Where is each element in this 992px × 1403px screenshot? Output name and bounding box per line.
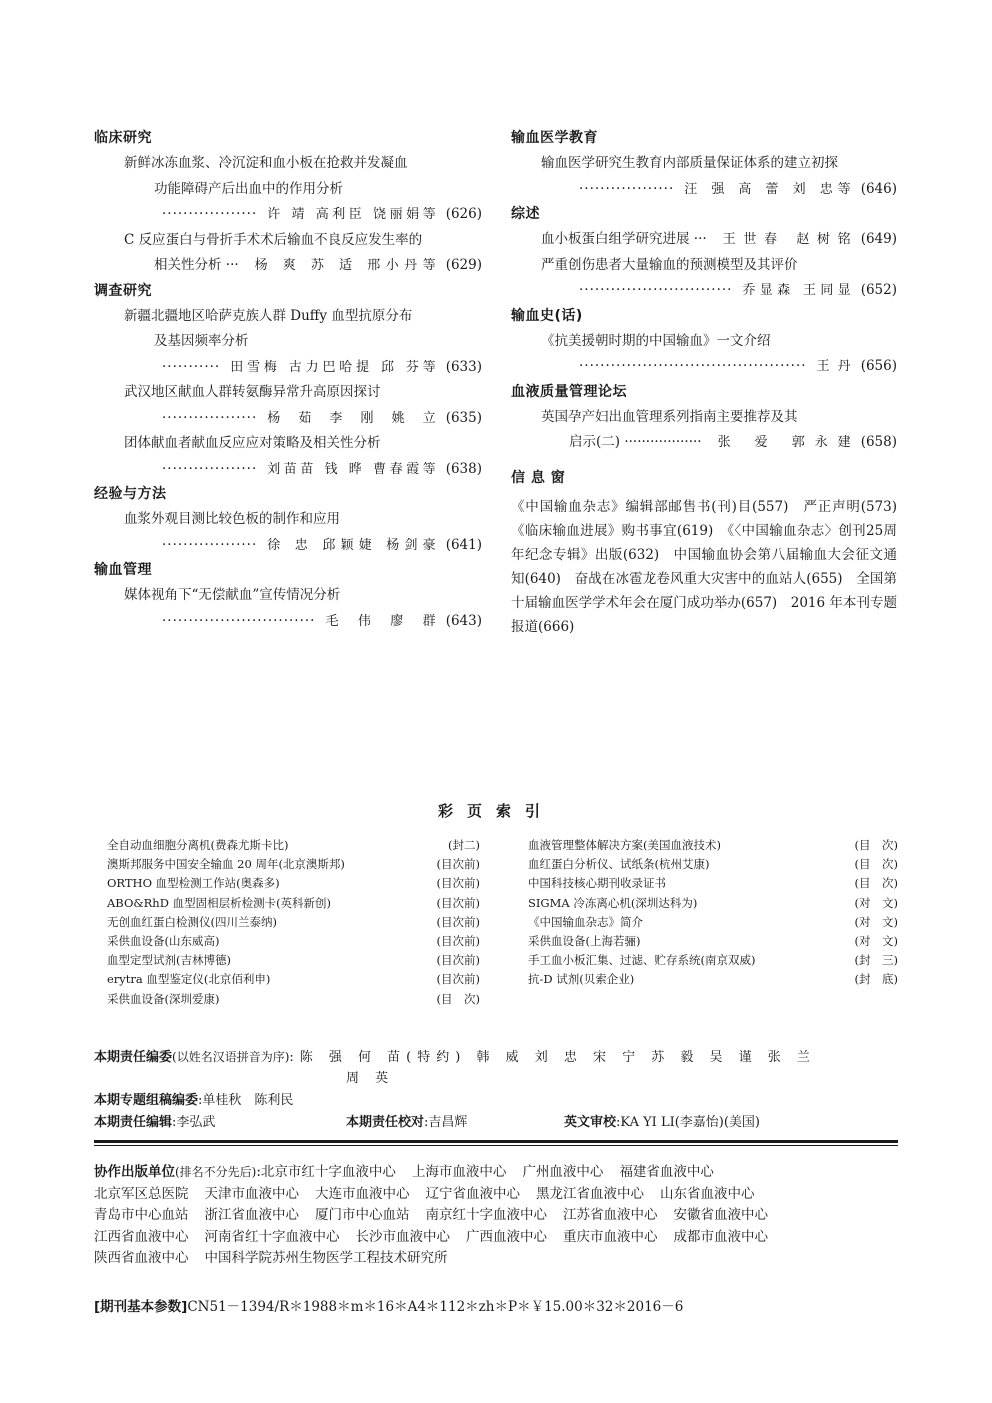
article-authors: 刘苗苗 钱 晔 曹春霞等 [267,461,436,477]
color-page-index-left [107,836,480,1009]
coop-unit: 浙江省血液中心 [204,1207,299,1223]
article-title-tail: 血小板蛋白组学研究进展 ··· [541,231,707,247]
article-title-line: C 反应蛋白与骨折手术术后输血不良反应发生率的 [124,231,423,248]
leader-dots: ·················· [162,409,258,426]
editor-proofreader-row [94,1112,904,1134]
page-number: (635) [445,409,482,426]
entry-name: 采供血设备(山东威高) [107,933,220,948]
article-title-line: 团体献血者献血反应应对策略及相关性分析 [124,435,381,451]
coop-unit: 广西血液中心 [466,1228,547,1245]
section-heading: 综述 [511,206,540,222]
leader-dots: ··········································· [579,358,807,374]
article-authors: 毛 伟 廖 群 [325,613,436,629]
coop-unit: 黑龙江省血液中心 [536,1185,644,1202]
entry-location: (对 文) [854,933,898,948]
article-authors: 张 爱 郭永建 [717,435,851,450]
page-number: (652) [860,282,897,298]
article-author-line [511,177,897,203]
color-page-entry [107,913,480,932]
coop-unit: 中国科学院苏州生物医学工程技术研究所 [204,1250,448,1266]
entry-location: (目次前) [436,933,480,948]
color-page-entry [107,932,480,951]
coop-unit: 河南省红十字血液中心 [204,1228,340,1245]
page-number: (649) [860,231,897,247]
entry-name: 手工血小板汇集、过滤、贮存系统(南京双威) [528,953,756,968]
coop-unit: 长沙市血液中心 [355,1228,450,1245]
entry-name: 《中国输血杂志》简介 [528,914,643,929]
article-authors: 杨 爽 苏 适 邢小丹等 [254,258,436,273]
entry-name: ORTHO 血型检测工作站(奥森多) [107,876,280,891]
entry-location: (目次前) [436,857,480,872]
leader-dots: ····························· [162,612,316,629]
entry-name: 抗-D 试剂(贝索企业) [528,972,635,987]
entry-location: (目次前) [436,953,480,968]
toc-right-column [511,126,911,639]
entry-location: (封 三) [854,953,898,968]
page-number: (641) [445,536,482,553]
coop-unit: 重庆市血液中心 [563,1228,658,1245]
entry-location: (目 次) [436,991,480,1006]
coop-unit: 江苏省血液中心 [563,1207,658,1223]
article-title-line: 血浆外观目测比较色板的制作和应用 [124,511,340,527]
article-title-line: 严重创伤患者大量输血的预测模型及其评价 [541,256,798,273]
editors-label: 本期责任编委 [94,1050,173,1065]
article-title-tail: 启示(二) ·················· [569,434,702,450]
article-authors: 乔显森 王同显 [742,283,851,298]
article-title-line: 新疆北疆地区哈萨克族人群 Duffy 血型抗原分布 [124,307,413,324]
topic-editors: 本期专题组稿编委:单桂秋 陈利民 [94,1093,294,1108]
page-number: (643) [445,612,482,629]
article-authors: 杨 茹 李 刚 姚 立 [267,410,436,426]
article-title-line: 武汉地区献血人群转氨酶异常升高原因探讨 [124,384,381,400]
page-number: (638) [445,460,482,477]
section-heading: 经验与方法 [94,486,167,502]
article-author-line [511,354,897,380]
coop-unit: 北京军区总医院 [94,1185,189,1202]
article-authors: 许 靖 高利臣 饶丽娟等 [267,207,436,222]
coop-unit: 上海市血液中心 [411,1164,507,1180]
article-title-line: 英国孕产妇出血管理系列指南主要推荐及其 [541,408,798,425]
responsible-editorial-board [94,1046,904,1068]
page-number: (626) [445,206,482,222]
color-page-entry [528,951,898,970]
leader-dots: ·················· [162,206,258,222]
spacer [511,456,897,466]
editors-names: :陈 强 何 苗(特约) 韩 威 刘 忠 宋 宁 苏 毅 吴 谨 张 兰 [289,1050,816,1065]
info-window-text: 《中国输血杂志》编辑部邮售书(刊)目(557) 严正声明(573) 《临床输血进展》购书事宜(619) 《〈中国输血杂志〉创刊25周年纪念专辑》出版(632) 中国输血协会第八届输血大会征文通知(640) 奋战在冰雹龙卷风重大灾害中的血站人(655) 全国第十届输血医学学术年会在厦门成功举办(657) 2016 年本刊专题报道(666) [511,498,911,635]
coop-note: (排名不分先后) [175,1165,257,1179]
entry-location: (目 次) [854,857,898,872]
entry-name: 血型定型试剂(吉林博德) [107,953,231,968]
journal-parameters: [期刊基本参数]CN51－1394/R＊1988＊m＊16＊A4＊112＊zh＊P＊￥15.00＊32＊2016－6 [94,1299,684,1315]
co-publishing-units [94,1162,904,1270]
article-title-line: 新鲜冰冻血浆、冷沉淀和血小板在抢救并发凝血 [124,155,408,171]
section-heading: 输血史(话) [511,307,583,324]
entry-name: 血液管理整体解决方案(美国血液技术) [528,838,721,852]
article-author-line [511,278,897,304]
page-number: (656) [860,358,897,374]
leader-dots: ··········· [162,358,221,375]
coop-unit: 成都市血液中心 [673,1228,768,1245]
article-authors: 王世春 赵树铭 [722,232,851,247]
responsible-proofreader: 本期责任校对:吉昌辉 [346,1115,468,1130]
coop-unit: 安徽省血液中心 [673,1207,768,1223]
article-author-line [511,227,897,253]
color-page-entry [528,932,898,951]
section-heading: 调查研究 [94,282,152,299]
entry-location: (目 次) [854,876,898,891]
color-page-entry [528,894,898,913]
entry-location: (目次前) [436,972,480,987]
article-author-line [94,533,482,559]
page-number: (646) [860,180,897,197]
color-page-entry [528,970,898,989]
page-number: (633) [445,358,482,375]
coop-unit: 厦门市中心血站 [315,1207,410,1223]
entry-location: (目 次) [854,838,898,852]
section-heading: 输血管理 [94,562,152,578]
entry-name: 中国科技核心期刊收录证书 [528,876,666,891]
article-author-line [511,430,897,456]
entry-location: (封 底) [854,972,898,987]
entry-name: 采供血设备(上海若骊) [528,933,641,948]
color-page-entry [107,855,480,874]
leader-dots: ·················· [162,460,258,477]
coop-row [94,1184,904,1206]
article-authors: 汪 强 高 蕾 刘 忠等 [684,181,851,197]
entry-name: erytra 血型鉴定仪(北京佰利申) [107,972,271,987]
entry-name: 澳斯邦服务中国安全输血 20 周年(北京澳斯邦) [107,857,345,872]
coop-unit: 南京红十字血液中心 [425,1207,547,1223]
coop-unit: 福建省血液中心 [619,1164,714,1180]
article-author-line [94,609,482,635]
color-page-entry [528,913,898,932]
coop-unit: 天津市血液中心 [204,1185,299,1202]
article-title-line: 功能障碍产后出血中的作用分析 [154,180,343,197]
color-page-entry [107,874,480,893]
divider-thick [94,1140,898,1143]
toc-left-column [94,126,482,634]
editors-names-cont: 周 英 [346,1071,395,1086]
article-title-line: 输血医学研究生教育内部质量保证体系的建立初探 [541,155,838,171]
article-title-line: 媒体视角下“无偿献血”宣传情况分析 [124,587,341,603]
page-number: (658) [860,434,897,450]
coop-unit: :北京市红十字血液中心 [256,1164,396,1180]
article-author-line [94,202,482,228]
color-page-index-right [528,836,898,990]
responsible-editor: 本期责任编辑:李弘武 [94,1115,216,1130]
entry-name: 无创血红蛋白检测仪(四川兰泰纳) [107,914,277,929]
entry-name: 全自动血细胞分离机(费森尤斯卡比) [107,838,289,852]
page-number: (629) [445,257,482,273]
leader-dots: ····························· [579,282,733,298]
entry-location: (对 文) [854,895,898,910]
coop-unit: 大连市血液中心 [315,1185,410,1202]
editors-note: (以姓名汉语拼音为序) [172,1050,290,1064]
entry-location: (封二) [448,838,480,852]
color-page-entry [107,836,480,855]
english-reviewer: 英文审校:KA YI LI(李嘉怡)(美国) [564,1115,761,1130]
entry-name: SIGMA 冷冻离心机(深圳达科为) [528,895,698,910]
coop-row [94,1227,904,1249]
section-heading: 临床研究 [94,130,152,146]
coop-row [94,1162,904,1184]
entry-location: (对 文) [854,914,898,929]
article-authors: 田雪梅 古力巴哈提 邱 芬等 [230,359,436,375]
coop-unit: 青岛市中心血站 [94,1207,189,1223]
article-authors: 王 丹 [816,359,851,374]
color-page-entry [528,874,898,893]
article-author-line [94,406,482,432]
section-heading: 信 息 窗 [511,469,566,486]
color-page-entry [107,951,480,970]
section-heading: 血液质量管理论坛 [511,383,627,400]
coop-label: 协作出版单位 [94,1164,175,1180]
entry-location: (目次前) [436,895,480,910]
entry-name: 血红蛋白分析仪、试纸条(杭州艾康) [528,857,710,872]
article-authors: 徐 忠 邱颖婕 杨剑豪 [267,537,436,553]
entry-location: (目次前) [436,876,480,891]
divider-thin [94,1145,898,1146]
entry-location: (目次前) [436,914,480,929]
article-title-tail: 相关性分析 ··· [154,257,239,273]
leader-dots: ·················· [162,536,258,553]
color-page-entry [528,836,898,855]
coop-unit: 江西省血液中心 [94,1228,189,1245]
article-author-line [94,355,482,381]
color-page-index-title: 彩页索引 [437,802,554,820]
leader-dots: ·················· [579,180,675,197]
coop-unit: 广州血液中心 [522,1164,604,1180]
color-page-entry [107,990,480,1009]
entry-name: ABO&RhD 血型固相层析检测卡(英科新创) [107,895,332,910]
coop-row [94,1205,904,1227]
coop-row [94,1248,904,1270]
coop-unit: 辽宁省血液中心 [425,1185,520,1202]
article-author-line [94,457,482,483]
article-author-line [94,253,482,279]
entry-name: 采供血设备(深圳爱康) [107,991,220,1006]
color-page-entry [107,970,480,989]
color-page-entry [107,894,480,913]
article-title-line: 《抗美援朝时期的中国输血》一文介绍 [541,332,771,349]
article-title-line: 及基因频率分析 [154,333,249,349]
section-heading: 输血医学教育 [511,130,598,146]
editors-block [94,1046,904,1134]
coop-unit: 陕西省血液中心 [94,1250,189,1266]
color-page-entry [528,855,898,874]
coop-unit: 山东省血液中心 [660,1185,755,1202]
